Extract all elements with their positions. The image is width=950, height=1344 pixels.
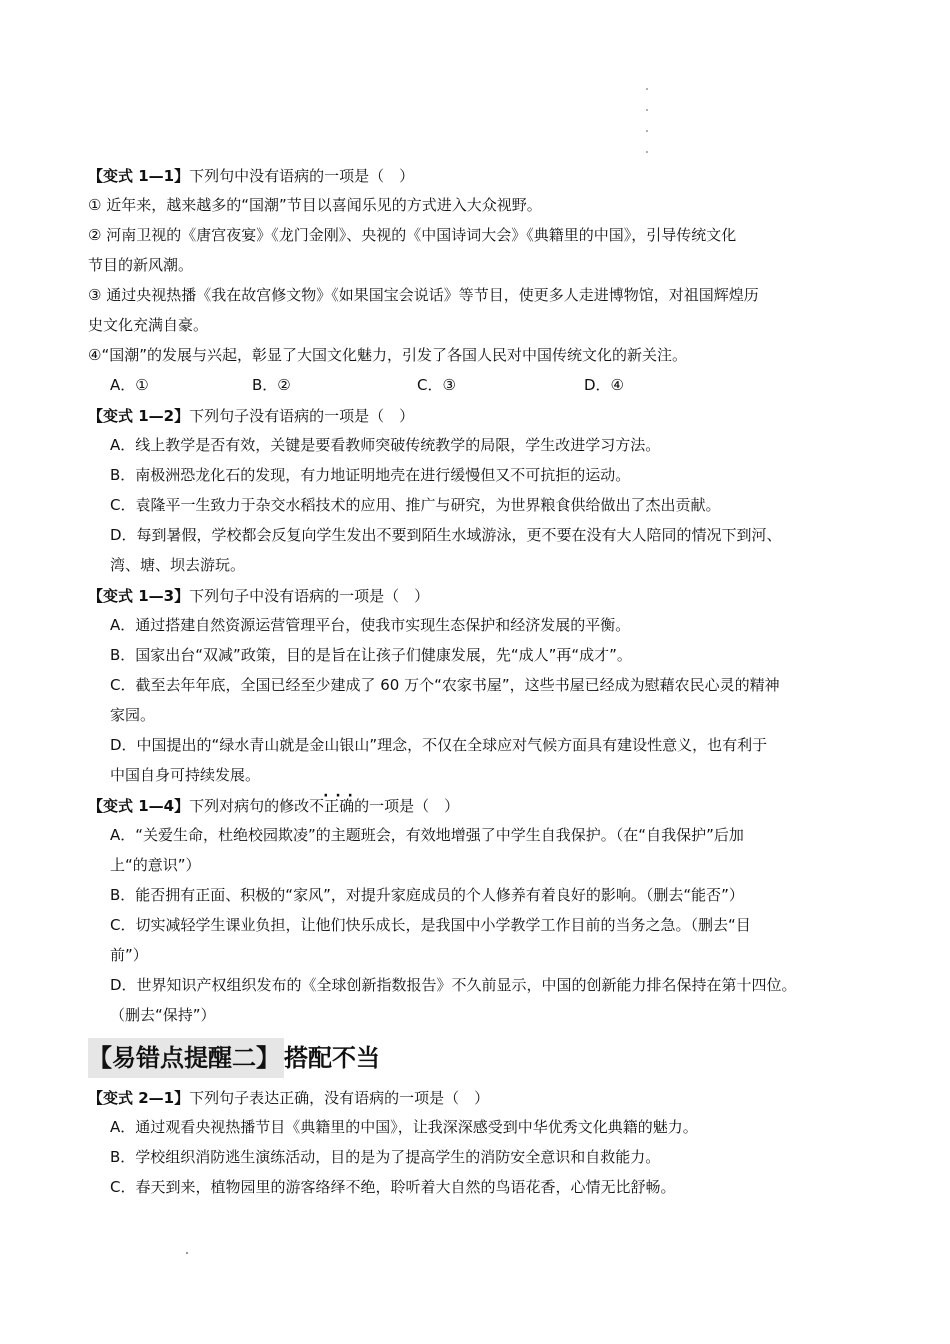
question-1-2-heading: [88, 402, 873, 430]
answer-options-row: [88, 370, 873, 400]
option-line: C．切实减轻学生课业负担，让他们快乐成长，是我国中小学教学工作目前的当务之急。（删去“目: [110, 916, 751, 934]
option-line: B．学校组织消防逃生演练活动，目的是为了提高学生的消防安全意识和自救能力。: [110, 1148, 661, 1166]
sentence-line: ④“国潮”的发展与兴起，彰显了大国文化魅力，引发了各国人民对中国传统文化的新关注。: [88, 346, 687, 364]
option-line: B．能否拥有正面、积极的“家风”，对提升家庭成员的个人修养有着良好的影响。（删去“能否”）: [110, 886, 744, 904]
question-text: 下列句子没有语病的一项是（ ）: [189, 407, 415, 425]
option-line: A．通过观看央视热播节目《典籍里的中国》，让我深深感受到中华优秀文化典籍的魅力。: [110, 1118, 698, 1136]
option-d: D．④: [584, 376, 624, 394]
option-line: A．通过搭建自然资源运营管理平台，使我市实现生态保护和经济发展的平衡。: [110, 616, 631, 634]
option-line: D．世界知识产权组织发布的《全球创新指数报告》不久前显示，中国的创新能力排名保持在第十四位。: [110, 976, 797, 994]
section-heading: [88, 1038, 873, 1078]
option-a: A．①: [110, 376, 149, 394]
question-1-1-heading: [88, 162, 873, 190]
option-line: B．南极洲恐龙化石的发现，有力地证明地壳在进行缓慢但又不可抗拒的运动。: [110, 466, 631, 484]
sentence-line: 史文化充满自豪。: [88, 316, 209, 334]
section-highlight: 【易错点提醒二】: [88, 1038, 284, 1078]
option-line: B．国家出台“双减”政策，目的是旨在让孩子们健康发展，先“成人”再“成才”。: [110, 646, 632, 664]
sentence-line: 节目的新风潮。: [88, 256, 194, 274]
question-text-post: 的一项是（ ）: [354, 797, 460, 815]
question-tag: 【变式 1—4】: [88, 797, 190, 815]
question-text: 下列句子中没有语病的一项是（ ）: [189, 587, 430, 605]
option-line: C．袁隆平一生致力于杂交水稻技术的应用、推广与研究，为世界粮食供给做出了杰出贡献。: [110, 496, 721, 514]
option-line: A．“关爱生命，杜绝校园欺凌”的主题班会，有效地增强了中学生自我保护。（在“自我保护”后加: [110, 826, 744, 844]
section-title: 搭配不当: [284, 1044, 380, 1072]
stray-dot: [186, 1252, 188, 1254]
content: [88, 160, 873, 1202]
option-line: A．线上教学是否有效，关键是要看教师突破传统教学的局限，学生改进学习方法。: [110, 436, 661, 454]
option-line: 家园。: [110, 706, 156, 724]
option-line: D．中国提出的“绿水青山就是金山银山”理念，不仅在全球应对气候方面具有建设性意义，也有利于: [110, 736, 768, 754]
option-line: C．截至去年年底，全国已经至少建成了 60 万个“农家书屋”，这些书屋已经成为慰藉农民心灵的精神: [110, 676, 780, 694]
sentence-line: ② 河南卫视的《唐宫夜宴》《龙门金刚》、央视的《中国诗词大会》《典籍里的中国》，引导传统文化: [88, 226, 737, 244]
option-b: B．②: [252, 376, 291, 394]
option-c: C．③: [417, 376, 456, 394]
option-line: C．春天到来，植物园里的游客络绎不绝，聆听着大自然的鸟语花香，心情无比舒畅。: [110, 1178, 676, 1196]
question-1-4-heading: [88, 792, 873, 820]
question-1-3-heading: [88, 582, 873, 610]
sentence-line: ① 近年来，越来越多的“国潮”节目以喜闻乐见的方式进入大众视野。: [88, 196, 542, 214]
question-text-pre: 下列对病句的修改: [189, 797, 310, 815]
sentence-line: ③ 通过央视热播《我在故宫修文物》《如果国宝会说话》等节目，使更多人走进博物馆，对祖国辉煌历: [88, 286, 759, 304]
question-text: 下列句中没有语病的一项是（ ）: [189, 167, 415, 185]
emphasized-text: · · · 不正确: [309, 797, 354, 815]
option-line: 上“的意识”）: [110, 856, 201, 874]
option-line: 前”）: [110, 946, 148, 964]
option-line: D．每到暑假，学校都会反复向学生发出不要到陌生水域游泳，更不要在没有大人陪同的情况下到河、: [110, 526, 782, 544]
question-tag: 【变式 1—3】: [88, 587, 190, 605]
question-tag: 【变式 1—2】: [88, 407, 190, 425]
option-line: 中国自身可持续发展。: [110, 766, 261, 784]
question-text: 下列句子表达正确，没有语病的一项是（ ）: [189, 1089, 490, 1107]
question-2-1-heading: [88, 1084, 873, 1112]
option-line: （删去“保持”）: [110, 1006, 216, 1024]
option-line: 湾、塘、坝去游玩。: [110, 556, 246, 574]
question-tag: 【变式 2—1】: [88, 1089, 190, 1107]
question-tag: 【变式 1—1】: [88, 167, 190, 185]
